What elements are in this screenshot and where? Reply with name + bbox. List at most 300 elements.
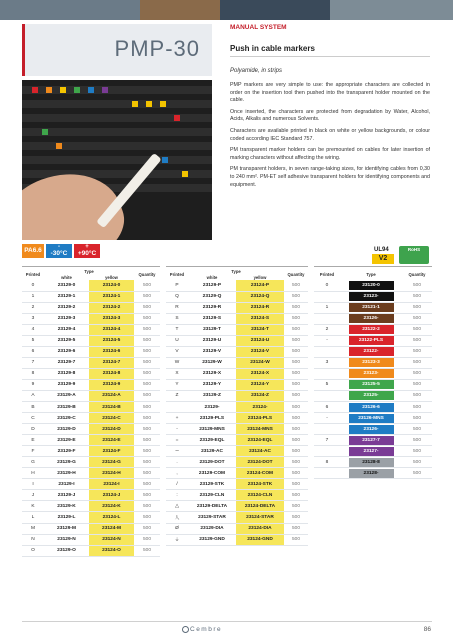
col-quantity: Quantity <box>138 271 156 277</box>
quantity: 500 <box>284 390 308 401</box>
quantity: 500 <box>284 413 308 424</box>
table-row <box>22 402 160 413</box>
table-row <box>166 457 308 468</box>
quantity: 500 <box>284 435 308 446</box>
yellow-type-code: 23124-K <box>89 501 134 512</box>
table-row <box>22 523 160 534</box>
table-row <box>166 490 308 501</box>
printed-char: 1 <box>22 291 44 302</box>
white-type-code: 23129- <box>188 402 236 413</box>
footer-logo: Cembre <box>190 626 223 633</box>
printed-char <box>314 291 340 302</box>
quantity: 500 <box>402 346 432 357</box>
table-row <box>22 390 160 401</box>
col-printed: Printed <box>319 271 335 277</box>
table-row <box>166 346 308 357</box>
quantity: 500 <box>402 402 432 413</box>
paragraph: Characters are available printed in black on white or yellow backgrounds, or colour coded according IEC Standard 757. <box>230 127 430 142</box>
printed-char: J <box>22 490 44 501</box>
white-type-code: 23129-I <box>44 479 89 490</box>
temp-max-label: +90°C <box>77 250 97 257</box>
white-type-code: 23129-S <box>188 313 236 324</box>
quantity: 500 <box>134 468 160 479</box>
colour-type-code: 23123- <box>349 292 394 301</box>
colour-type-code: 23126- <box>349 425 394 434</box>
printed-char: 6 <box>22 346 44 357</box>
type-cell <box>340 357 402 368</box>
quantity: 500 <box>134 402 160 413</box>
quantity: 500 <box>284 302 308 313</box>
printed-char: T <box>166 324 188 335</box>
yellow-type-code: 23124-N <box>89 534 134 545</box>
colour-type-code: 23120-0 <box>349 281 394 290</box>
table-row <box>166 379 308 390</box>
printed-char: - <box>166 424 188 435</box>
plus-sign: + <box>85 244 89 250</box>
quantity: 500 <box>134 534 160 545</box>
yellow-type-code: 23124-P <box>236 280 284 291</box>
white-type-code: 23129-Z <box>188 390 236 401</box>
yellow-type-code: 23124-I <box>89 479 134 490</box>
yellow-type-code: 23124-EQL <box>236 435 284 446</box>
yellow-type-code: 23124-E <box>89 435 134 446</box>
table-top-rule <box>166 266 308 267</box>
yellow-type-code: 23124-DOT <box>236 457 284 468</box>
white-type-code: 23129-T <box>188 324 236 335</box>
printed-char: 0 <box>22 280 44 291</box>
type-cell <box>340 424 402 435</box>
white-type-code: 23129-H <box>44 468 89 479</box>
col-white: white <box>206 274 218 280</box>
printed-char: 8 <box>314 457 340 468</box>
table-row <box>22 468 160 479</box>
quantity: 500 <box>134 457 160 468</box>
printed-char: N <box>22 534 44 545</box>
quantity: 500 <box>134 424 160 435</box>
col-quantity: Quantity <box>408 271 426 277</box>
quantity: 500 <box>402 435 432 446</box>
white-type-code: 23129-G <box>44 457 89 468</box>
material-badge: PA6.6 <box>22 244 44 258</box>
quantity: 500 <box>134 280 160 291</box>
type-cell <box>340 413 402 424</box>
yellow-type-code: 23124-G <box>89 457 134 468</box>
table-row <box>314 390 432 401</box>
quantity: 500 <box>284 479 308 490</box>
yellow-type-code: 23124-2 <box>89 302 134 313</box>
yellow-type-code: 23124-STK <box>236 479 284 490</box>
white-type-code: 23129-U <box>188 335 236 346</box>
yellow-type-code: 23124-X <box>236 368 284 379</box>
yellow-type-code: 23124-B <box>89 402 134 413</box>
printed-char <box>166 402 188 413</box>
yellow-type-code: 23124-S <box>236 313 284 324</box>
printed-char: 1 <box>314 302 340 313</box>
table-row <box>22 280 160 291</box>
yellow-type-code: 23124-W <box>236 357 284 368</box>
table-row <box>22 379 160 390</box>
table-row <box>166 368 308 379</box>
white-type-code: 23129-E <box>44 435 89 446</box>
printed-char: B <box>22 402 44 413</box>
colour-type-code: 23125-5 <box>349 380 394 389</box>
white-type-code: 23129-R <box>188 302 236 313</box>
table-row <box>314 335 432 346</box>
white-type-code: 23129-8 <box>44 368 89 379</box>
table-row <box>22 335 160 346</box>
yellow-type-code: 23124-6 <box>89 346 134 357</box>
table-row <box>22 413 160 424</box>
quantity: 500 <box>284 402 308 413</box>
printed-char: F <box>22 446 44 457</box>
white-type-code: 23129-9 <box>44 379 89 390</box>
table-row <box>314 280 432 291</box>
white-type-code: 23129-L <box>44 512 89 523</box>
printed-char: , <box>166 468 188 479</box>
quantity: 500 <box>402 424 432 435</box>
table-row <box>166 501 308 512</box>
table-row <box>166 390 308 401</box>
printed-char: P <box>166 280 188 291</box>
footer-rule <box>22 621 432 622</box>
printed-char: K <box>22 501 44 512</box>
table-row <box>166 435 308 446</box>
quantity: 500 <box>402 457 432 468</box>
printed-char: ⏚ <box>166 534 188 545</box>
table-row <box>314 446 432 457</box>
table-row <box>314 402 432 413</box>
quantity: 500 <box>134 413 160 424</box>
white-type-code: 23129-A <box>44 390 89 401</box>
flammability-rating: V2 <box>372 254 394 264</box>
colour-type-code: 23121-1 <box>349 303 394 312</box>
type-cell <box>340 402 402 413</box>
table-row <box>166 302 308 313</box>
printed-char: 5 <box>314 379 340 390</box>
yellow-type-code: 23124-3 <box>89 313 134 324</box>
type-cell <box>340 302 402 313</box>
colour-type-code: 23125- <box>349 391 394 400</box>
quantity: 500 <box>284 335 308 346</box>
col-type: Type <box>366 271 376 277</box>
quantity: 500 <box>134 346 160 357</box>
colour-type-code: 23128- <box>349 469 394 478</box>
colour-coded-table <box>314 268 432 479</box>
col-yellow: yellow <box>105 274 118 280</box>
col-type: Type <box>84 268 94 274</box>
white-type-code: 23129-AC <box>188 446 236 457</box>
colour-type-code: 23127-7 <box>349 436 394 445</box>
printed-char: 人 <box>166 512 188 523</box>
quantity: 500 <box>284 280 308 291</box>
quantity: 500 <box>284 512 308 523</box>
white-type-code: 23129-3 <box>44 313 89 324</box>
yellow-type-code: 23124-COM <box>236 468 284 479</box>
rohs-label: RoHS <box>407 247 421 252</box>
quantity: 500 <box>284 457 308 468</box>
heading-rule <box>230 56 430 57</box>
markers-table-2 <box>166 268 308 546</box>
quantity: 500 <box>284 534 308 545</box>
white-type-code: 23129-K <box>44 501 89 512</box>
quantity: 500 <box>402 324 432 335</box>
table-row <box>22 512 160 523</box>
rohs-badge <box>399 246 429 264</box>
table-row <box>166 324 308 335</box>
table-row <box>22 545 160 556</box>
yellow-type-code: 23124-J <box>89 490 134 501</box>
printed-char: 4 <box>22 324 44 335</box>
printed-char: U <box>166 335 188 346</box>
printed-char <box>314 446 340 457</box>
printed-char: 3 <box>22 313 44 324</box>
yellow-type-code: 23124-O <box>89 545 134 556</box>
quantity: 500 <box>134 523 160 534</box>
quantity: 500 <box>134 390 160 401</box>
quantity: 500 <box>134 335 160 346</box>
yellow-type-code: 23124-MNS <box>236 424 284 435</box>
cembre-logo-icon <box>182 626 189 633</box>
printed-char: Z <box>166 390 188 401</box>
white-type-code: 23129-Q <box>188 291 236 302</box>
yellow-type-code: 23124-CLN <box>236 490 284 501</box>
yellow-type-code: 23124-H <box>89 468 134 479</box>
white-type-code: 23129-2 <box>44 302 89 313</box>
table-row <box>314 346 432 357</box>
table-row <box>166 291 308 302</box>
yellow-type-code: 23124-U <box>236 335 284 346</box>
product-title: PMP-30 <box>114 36 200 61</box>
printed-char: O <box>22 545 44 556</box>
type-cell <box>340 313 402 324</box>
type-cell <box>340 457 402 468</box>
white-type-code: 23129-D <box>44 424 89 435</box>
product-photo <box>22 80 212 240</box>
quantity: 500 <box>284 368 308 379</box>
quantity: 500 <box>402 413 432 424</box>
content-subtitle: Polyamide, in strips <box>230 68 283 74</box>
quantity: 500 <box>284 313 308 324</box>
printed-char: 9 <box>22 379 44 390</box>
quantity: 500 <box>284 446 308 457</box>
table-row <box>22 501 160 512</box>
product-title-box <box>22 24 212 76</box>
printed-char: X <box>166 368 188 379</box>
header-photo-strip <box>0 0 453 20</box>
white-type-code: 23129-J <box>44 490 89 501</box>
table-row <box>166 446 308 457</box>
printed-char: 5 <box>22 335 44 346</box>
table-row <box>22 457 160 468</box>
table-row <box>314 291 432 302</box>
printed-char <box>314 313 340 324</box>
quantity: 500 <box>134 501 160 512</box>
printed-char: Ø <box>166 523 188 534</box>
quantity: 500 <box>402 335 432 346</box>
yellow-type-code: 23124-M <box>89 523 134 534</box>
printed-char: - <box>314 413 340 424</box>
printed-char: + <box>166 413 188 424</box>
white-type-code: 23129-STK <box>188 479 236 490</box>
temp-min-badge <box>46 244 72 258</box>
white-type-code: 23129-DELTA <box>188 501 236 512</box>
yellow-type-code: 23124-V <box>236 346 284 357</box>
table-top-rule <box>314 266 432 267</box>
white-type-code: 23129-N <box>44 534 89 545</box>
colour-type-code: 23122-PLS <box>349 336 394 345</box>
quantity: 500 <box>284 490 308 501</box>
type-cell <box>340 368 402 379</box>
white-type-code: 23129-DIA <box>188 523 236 534</box>
markers-table-1 <box>22 268 160 557</box>
colour-type-code: 23122- <box>349 347 394 356</box>
yellow-type-code: 23124-PLS <box>236 413 284 424</box>
table-row <box>314 424 432 435</box>
yellow-type-code: 23124-A <box>89 390 134 401</box>
printed-char: △ <box>166 501 188 512</box>
table-row <box>314 413 432 424</box>
white-type-code: 23129-6 <box>44 346 89 357</box>
printed-char: / <box>166 479 188 490</box>
table-row <box>22 424 160 435</box>
temp-min-label: -30°C <box>50 250 68 257</box>
quantity: 500 <box>402 280 432 291</box>
table-row <box>314 302 432 313</box>
white-type-code: 23129-DOT <box>188 457 236 468</box>
type-cell <box>340 291 402 302</box>
quantity: 500 <box>134 302 160 313</box>
printed-char: H <box>22 468 44 479</box>
quantity: 500 <box>284 357 308 368</box>
printed-char: ∼ <box>166 446 188 457</box>
table-row <box>166 523 308 534</box>
col-printed: Printed <box>169 271 185 277</box>
colour-type-code: 23128-8 <box>349 458 394 467</box>
yellow-type-code: 23124-9 <box>89 379 134 390</box>
type-cell <box>340 335 402 346</box>
table-row <box>166 313 308 324</box>
content-heading: Push in cable markers <box>230 44 315 53</box>
white-type-code: 23129-C <box>44 413 89 424</box>
table-row <box>22 346 160 357</box>
table-row <box>166 479 308 490</box>
paragraph: PM transparent holders, in seven range-taking sizes, for identifying cables from 0,30 to 240 mm². PM-ET self adhesive transparent holders for identifying components and equipment. <box>230 166 430 188</box>
white-type-code: 23129-PLS <box>188 413 236 424</box>
quantity: 500 <box>402 357 432 368</box>
table-row <box>22 534 160 545</box>
yellow-type-code: 23124-C <box>89 413 134 424</box>
table-row <box>314 313 432 324</box>
printed-char: 0 <box>314 280 340 291</box>
type-cell <box>340 468 402 479</box>
table-row <box>314 324 432 335</box>
quantity: 500 <box>134 545 160 556</box>
printed-char: G <box>22 457 44 468</box>
col-quantity: Quantity <box>287 271 305 277</box>
table-row <box>314 379 432 390</box>
quantity: 500 <box>284 501 308 512</box>
table-row <box>22 479 160 490</box>
table-row <box>166 335 308 346</box>
white-type-code: 23129-O <box>44 545 89 556</box>
yellow-type-code: 23124-0 <box>89 280 134 291</box>
printed-char <box>314 390 340 401</box>
white-type-code: 23129-GND <box>188 534 236 545</box>
white-type-code: 23129-W <box>188 357 236 368</box>
yellow-type-code: 23124-STAR <box>236 512 284 523</box>
quantity: 500 <box>134 357 160 368</box>
table-row <box>166 413 308 424</box>
yellow-type-code: 23124-T <box>236 324 284 335</box>
white-type-code: 23129-1 <box>44 291 89 302</box>
white-type-code: 23129-COM <box>188 468 236 479</box>
white-type-code: 23129-B <box>44 402 89 413</box>
table-row <box>22 302 160 313</box>
table-row <box>22 490 160 501</box>
printed-char: L <box>22 512 44 523</box>
white-type-code: 23129-MNS <box>188 424 236 435</box>
colour-type-code: 23126-MNS <box>349 414 394 423</box>
printed-char: - <box>314 335 340 346</box>
table-row <box>166 534 308 545</box>
quantity: 500 <box>402 379 432 390</box>
quantity: 500 <box>402 390 432 401</box>
section-label: MANUAL SYSTEM <box>230 24 287 31</box>
printed-char: Y <box>166 379 188 390</box>
quantity: 500 <box>284 523 308 534</box>
table-row <box>166 402 308 413</box>
standard-label: UL94 <box>374 247 389 253</box>
white-type-code: 23129-CLN <box>188 490 236 501</box>
quantity: 500 <box>402 446 432 457</box>
quantity: 500 <box>134 446 160 457</box>
quantity: 500 <box>134 379 160 390</box>
type-cell <box>340 446 402 457</box>
type-cell <box>340 346 402 357</box>
table-row <box>314 435 432 446</box>
printed-char <box>314 368 340 379</box>
yellow-type-code: 23124-4 <box>89 324 134 335</box>
yellow-type-code: 23124-Q <box>236 291 284 302</box>
paragraph: PMP markers are very simple to use: the appropriate characters are collected in order on the insertion tool then pushed into the transparent holder mounted on the cable. <box>230 82 430 104</box>
table-row <box>22 324 160 335</box>
printed-char: 3 <box>314 357 340 368</box>
quantity: 500 <box>284 468 308 479</box>
printed-char: W <box>166 357 188 368</box>
yellow-type-code: 23124-Z <box>236 390 284 401</box>
quantity: 500 <box>134 479 160 490</box>
printed-char: S <box>166 313 188 324</box>
quantity: 500 <box>402 313 432 324</box>
yellow-type-code: 23124-DELTA <box>236 501 284 512</box>
table-row <box>314 368 432 379</box>
printed-char: 2 <box>22 302 44 313</box>
yellow-type-code: 23124- <box>236 402 284 413</box>
white-type-code: 23129-7 <box>44 357 89 368</box>
yellow-type-code: 23124-L <box>89 512 134 523</box>
table-row <box>22 446 160 457</box>
printed-char: 7 <box>22 357 44 368</box>
col-type: Type <box>231 268 241 274</box>
colour-type-code: 23122-2 <box>349 325 394 334</box>
white-type-code: 23129-M <box>44 523 89 534</box>
quantity: 500 <box>134 512 160 523</box>
table-row <box>22 313 160 324</box>
quantity: 500 <box>284 346 308 357</box>
printed-char: = <box>166 435 188 446</box>
printed-char: D <box>22 424 44 435</box>
white-type-code: 23129-4 <box>44 324 89 335</box>
